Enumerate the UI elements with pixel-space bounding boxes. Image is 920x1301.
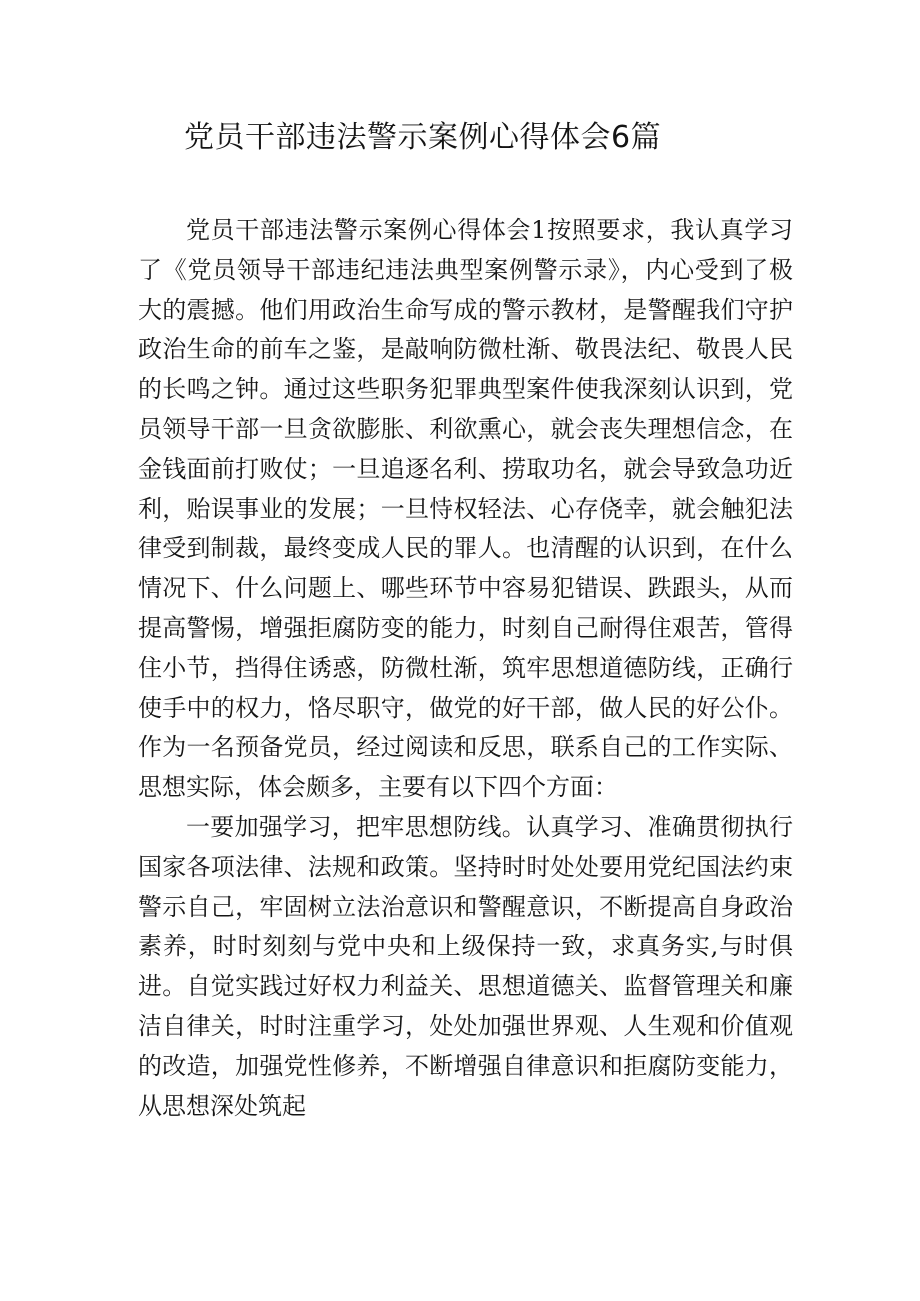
paragraph: 党员干部违法警示案例心得体会1按照要求，我认真学习了《党员领导干部违纪违法典型案例警示录》，内心受到了极大的震撼。他们用政治生命写成的警示教材，是警醒我们守护政治生命的前车之鉴，是敲响防微杜渐、敬畏法纪、敬畏人民的长鸣之钟。通过这些职务犯罪典型案件使我深刻认识到，党员领导干部一旦贪欲膨胀、利欲熏心，就会丧失理想信念，在金钱面前打败仗；一旦追逐名利、捞取功名，就会导致急功近利，贻误事业的发展；一旦恃权轻法、心存侥幸，就会触犯法律受到制裁，最终变成人民的罪人。也清醒的认识到，在什么情况下、什么问题上、哪些环节中容易犯错误、跌跟头，从而提高警惕，增强拒腐防变的能力，时刻自己耐得住艰苦，管得住小节，挡得住诱惑，防微杜渐，筑牢思想道德防线，正确行使手中的权力，恪尽职守，做党的好干部，做人民的好公仆。作为一名预备党员，经过阅读和反思，联系自己的工作实际、思想实际，体会颇多，主要有以下四个方面： [138, 216, 793, 802]
document-body [138, 211, 793, 1126]
document-title: 党员干部违法警示案例心得体会6篇 [184, 120, 662, 155]
paragraph: 一要加强学习，把牢思想防线。认真学习、准确贯彻执行国家各项法律、法规和政策。坚持时时处处要用党纪国法约束警示自己，牢固树立法治意识和警醒意识，不断提高自身政治素养，时时刻刻与党中央和上级保持一致，求真务实,与时俱进。自觉实践过好权力利益关、思想道德关、监督管理关和廉洁自律关，时时注重学习，处处加强世界观、人生观和价值观的改造，加强党性修养，不断增强自律意识和拒腐防变能力，从思想深处筑起 [138, 812, 793, 1120]
